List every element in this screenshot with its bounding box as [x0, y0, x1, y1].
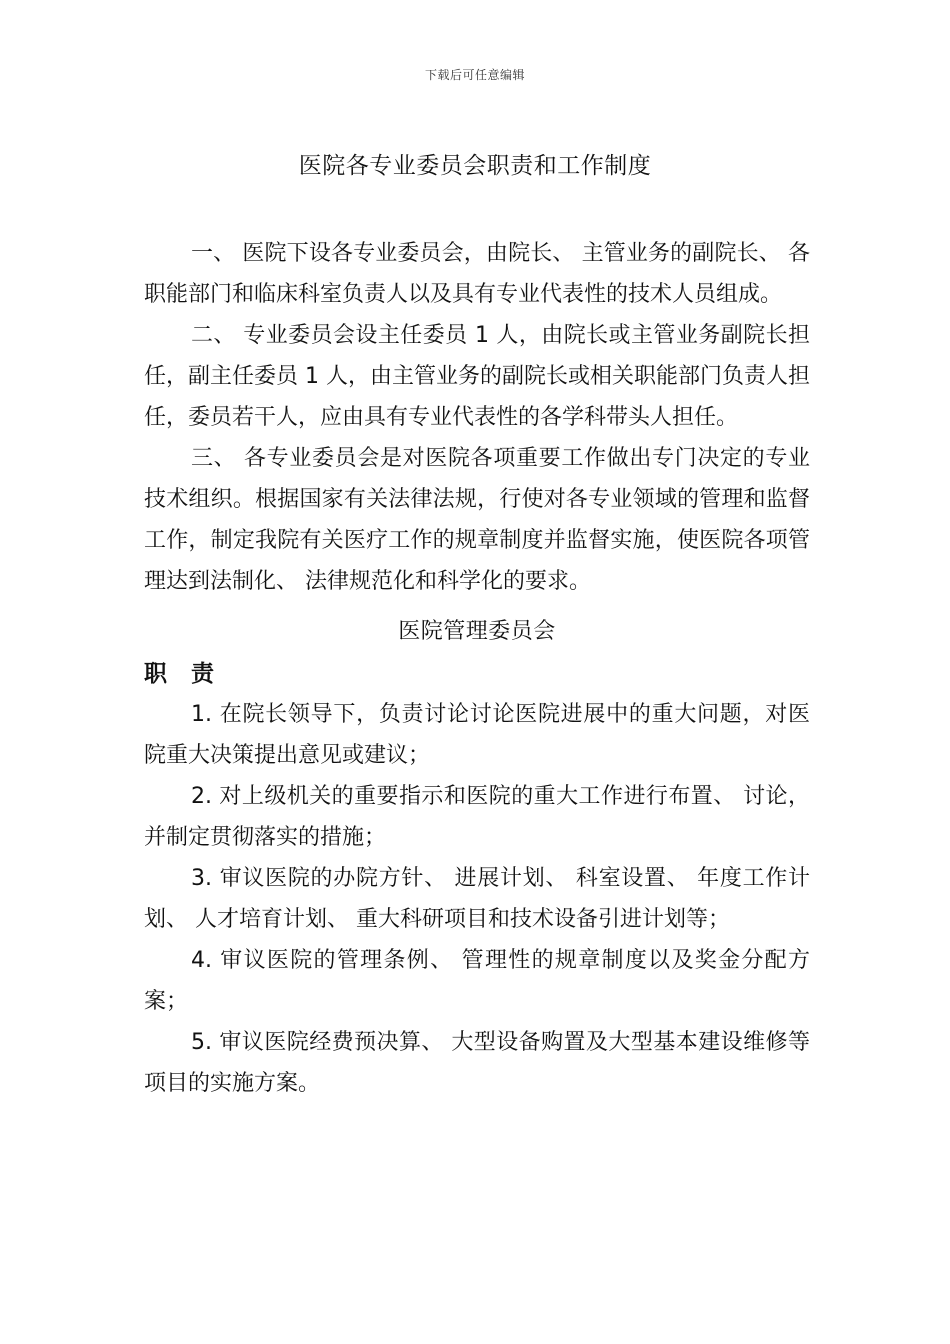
section-subheading: 职 责	[144, 661, 223, 687]
document-body	[144, 233, 810, 1104]
header-note: 下载后可任意编辑	[424, 68, 525, 82]
duty-item-4: 4. 审议医院的管理条例、 管理性的规章制度以及奖金分配方案；	[144, 948, 810, 1014]
intro-paragraph-1: 一、 医院下设各专业委员会，由院长、 主管业务的副院长、 各职能部门和临床科室负责人以及具有专业代表性的技术人员组成。	[144, 241, 810, 307]
intro-paragraph-3: 三、 各专业委员会是对医院各项重要工作做出专门决定的专业技术组织。根据国家有关法律法规，行使对各专业领域的管理和监督工作，制定我院有关医疗工作的规章制度并监督实施，使医院各项管理达到法制化、 法律规范化和科学化的要求。	[144, 446, 810, 594]
duty-item-2: 2. 对上级机关的重要指示和医院的重大工作进行布置、 讨论，并制定贯彻落实的措施；	[144, 784, 810, 850]
section-title: 医院管理委员会	[398, 619, 556, 644]
document-title: 医院各专业委员会职责和工作制度	[298, 153, 652, 179]
duty-item-3: 3. 审议医院的办院方针、 进展计划、 科室设置、 年度工作计划、 人才培育计划、 重大科研项目和技术设备引进计划等；	[144, 866, 810, 932]
duty-item-5: 5. 审议医院经费预决算、 大型设备购置及大型基本建设维修等项目的实施方案。	[144, 1030, 810, 1096]
intro-paragraph-2: 二、 专业委员会设主任委员 1 人，由院长或主管业务副院长担任，副主任委员 1 人，由主管业务的副院长或相关职能部门负责人担任，委员若干人，应由具有专业代表性的各学科带头人担任。	[144, 323, 810, 430]
duty-item-1: 1. 在院长领导下，负责讨论讨论医院进展中的重大问题，对医院重大决策提出意见或建议；	[144, 702, 810, 768]
